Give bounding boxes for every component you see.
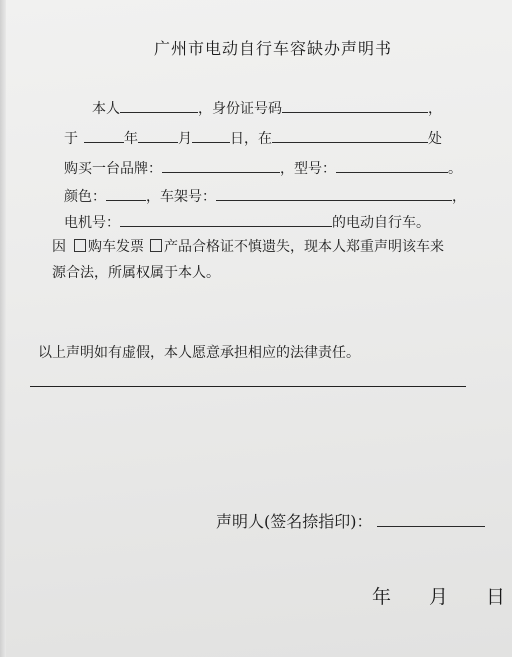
label-on: 于 xyxy=(64,131,78,147)
label-place: 处 xyxy=(428,131,442,147)
date-month: 月 xyxy=(429,586,451,608)
line-name-id xyxy=(92,98,442,118)
frame-number-blank[interactable] xyxy=(216,186,452,201)
month-blank[interactable] xyxy=(138,128,178,143)
line-brand-model xyxy=(64,158,462,178)
label-year: 年 xyxy=(124,131,138,147)
option-invoice: 购车发票 xyxy=(88,239,144,255)
label-brand: 购买一台品牌： xyxy=(64,161,162,177)
comma: ， xyxy=(428,101,442,117)
date-year: 年 xyxy=(372,586,394,608)
comma-2: ， xyxy=(452,189,466,205)
label-frame-number: ，车架号： xyxy=(146,189,216,205)
line-motor-number xyxy=(64,212,430,232)
signature-blank[interactable] xyxy=(377,510,485,527)
period: 。 xyxy=(448,161,462,177)
date-line xyxy=(372,588,507,606)
label-month: 月 xyxy=(178,131,192,147)
signature-line xyxy=(216,510,485,531)
motor-number-blank[interactable] xyxy=(120,212,332,227)
color-blank[interactable] xyxy=(106,186,146,201)
liability-statement: 以上声明如有虚假，本人愿意承担相应的法律责任。 xyxy=(38,345,360,361)
document-title: 广州市电动自行车容缺办声明书 xyxy=(154,39,393,58)
day-blank[interactable] xyxy=(192,128,230,143)
year-blank[interactable] xyxy=(84,128,124,143)
horizontal-rule xyxy=(30,386,466,387)
label-model: ，型号： xyxy=(280,161,336,177)
line-purchase-date-place xyxy=(64,128,442,148)
label-id-number: ，身份证号码 xyxy=(198,101,282,117)
date-day: 日 xyxy=(486,586,508,608)
label-day-at: 日，在 xyxy=(230,131,272,147)
label-motor-number: 电机号： xyxy=(64,215,120,231)
signature-label: 声明人(签名捺指印)： xyxy=(216,512,373,531)
certificate-checkbox[interactable] xyxy=(150,239,162,252)
line-lost-documents xyxy=(52,238,444,256)
place-blank[interactable] xyxy=(272,128,428,143)
name-blank[interactable] xyxy=(120,98,198,113)
id-number-blank[interactable] xyxy=(282,98,428,113)
paper-edge-shadow xyxy=(0,0,6,657)
label-ebike: 的电动自行车。 xyxy=(332,215,430,231)
model-blank[interactable] xyxy=(336,158,448,173)
brand-blank[interactable] xyxy=(162,158,280,173)
label-because: 因 xyxy=(52,239,66,255)
line-color-frame xyxy=(64,186,466,206)
option-certificate: 产品合格证不慎遗失，现本人郑重声明该车来 xyxy=(164,239,444,255)
line-ownership: 源合法，所属权属于本人。 xyxy=(52,265,220,281)
label-self: 本人 xyxy=(92,101,120,117)
invoice-checkbox[interactable] xyxy=(74,239,86,252)
label-color: 颜色： xyxy=(64,189,106,205)
